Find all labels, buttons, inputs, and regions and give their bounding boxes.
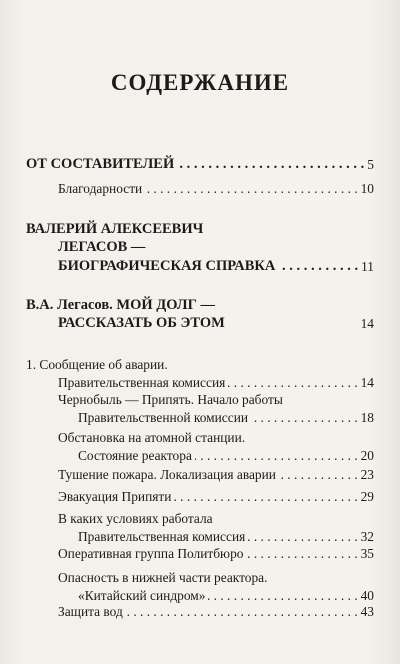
toc-entry-title-cont: ЛЕГАСОВ — — [58, 239, 146, 255]
toc-page-number: 5 — [367, 157, 374, 172]
leader-dots — [126, 607, 358, 620]
toc-entry-title: В каких условиях работала — [58, 511, 213, 526]
toc-entry[interactable] — [0, 221, 400, 281]
toc-entry[interactable] — [0, 297, 400, 337]
toc-entry-title: Защита вод — [58, 604, 123, 619]
toc-page-number: 20 — [360, 448, 374, 463]
toc-entry-title: Благодарности — [58, 181, 143, 196]
toc-entry[interactable] — [0, 511, 400, 547]
toc-page-number: 35 — [360, 546, 374, 561]
toc-entry-title-cont: Правительственная комиссия — [78, 529, 246, 544]
toc-entry-title: ОТ СОСТАВИТЕЛЕЙ — [26, 156, 175, 172]
toc-entry[interactable] — [0, 392, 400, 428]
leader-dots — [208, 591, 357, 604]
leader-dots — [177, 159, 364, 174]
toc-entry-title: Тушение пожара. Локализация аварии — [58, 467, 276, 482]
toc-page-number: 40 — [360, 588, 374, 603]
toc-entry[interactable] — [0, 357, 400, 393]
toc-entry[interactable] — [0, 570, 400, 606]
toc-entry-title: ВАЛЕРИЙ АЛЕКСЕЕВИЧ — [26, 221, 204, 237]
toc-page-number: 23 — [360, 467, 374, 482]
toc-entry-title: Опасность в нижней части реактора. — [58, 570, 268, 585]
toc-entry-title-cont: БИОГРАФИЧЕСКАЯ СПРАВКА — [58, 258, 276, 274]
toc-entry-title: Эвакуация Припяти — [58, 489, 172, 504]
toc-page-number: 14 — [360, 316, 374, 331]
toc-page-number: 43 — [360, 604, 374, 619]
leader-dots — [145, 184, 357, 197]
toc-entry[interactable] — [0, 546, 400, 564]
toc-page-number: 11 — [361, 259, 374, 274]
toc-page-number: 29 — [360, 489, 374, 504]
leader-dots — [195, 451, 358, 464]
toc-entry-title: В.А. Легасов. МОЙ ДОЛГ — — [26, 297, 215, 313]
toc-entry[interactable] — [0, 489, 400, 507]
leader-dots — [228, 378, 357, 391]
toc-page-number: 14 — [360, 375, 374, 390]
toc-entry[interactable] — [0, 467, 400, 485]
leader-dots — [248, 532, 357, 545]
toc-entry[interactable] — [0, 181, 400, 199]
toc-entry-title: Чернобыль — Припять. Начало работы — [58, 392, 283, 407]
leader-dots — [279, 470, 358, 483]
toc-entry[interactable] — [0, 156, 400, 176]
toc-entry[interactable] — [0, 430, 400, 466]
toc-entry-title-cont: Правительственная комиссия — [58, 375, 226, 390]
toc-entry-title-cont: РАССКАЗАТЬ ОБ ЭТОМ — [58, 315, 225, 331]
leader-dots — [246, 549, 357, 562]
toc-page-number: 18 — [360, 410, 374, 425]
toc-entry-title: Обстановка на атомной станции. — [58, 430, 246, 445]
toc-entry-title: Оперативная группа Политбюро — [58, 546, 244, 561]
toc-entry[interactable] — [0, 604, 400, 622]
leader-dots — [278, 261, 358, 276]
toc-entry-title-cont: «Китайский синдром» — [78, 588, 206, 603]
leader-dots — [251, 413, 358, 426]
toc-page-number: 32 — [360, 529, 374, 544]
leader-dots — [174, 492, 357, 505]
toc-entry-title-cont: Состояние реактора — [78, 448, 192, 463]
page-title: СОДЕРЖАНИЕ — [110, 70, 290, 95]
toc-entry-title-cont: Правительственной комиссии — [78, 410, 249, 425]
toc-entry-title: 1. Сообщение об аварии. — [26, 357, 168, 372]
toc-page-number: 10 — [360, 181, 374, 196]
